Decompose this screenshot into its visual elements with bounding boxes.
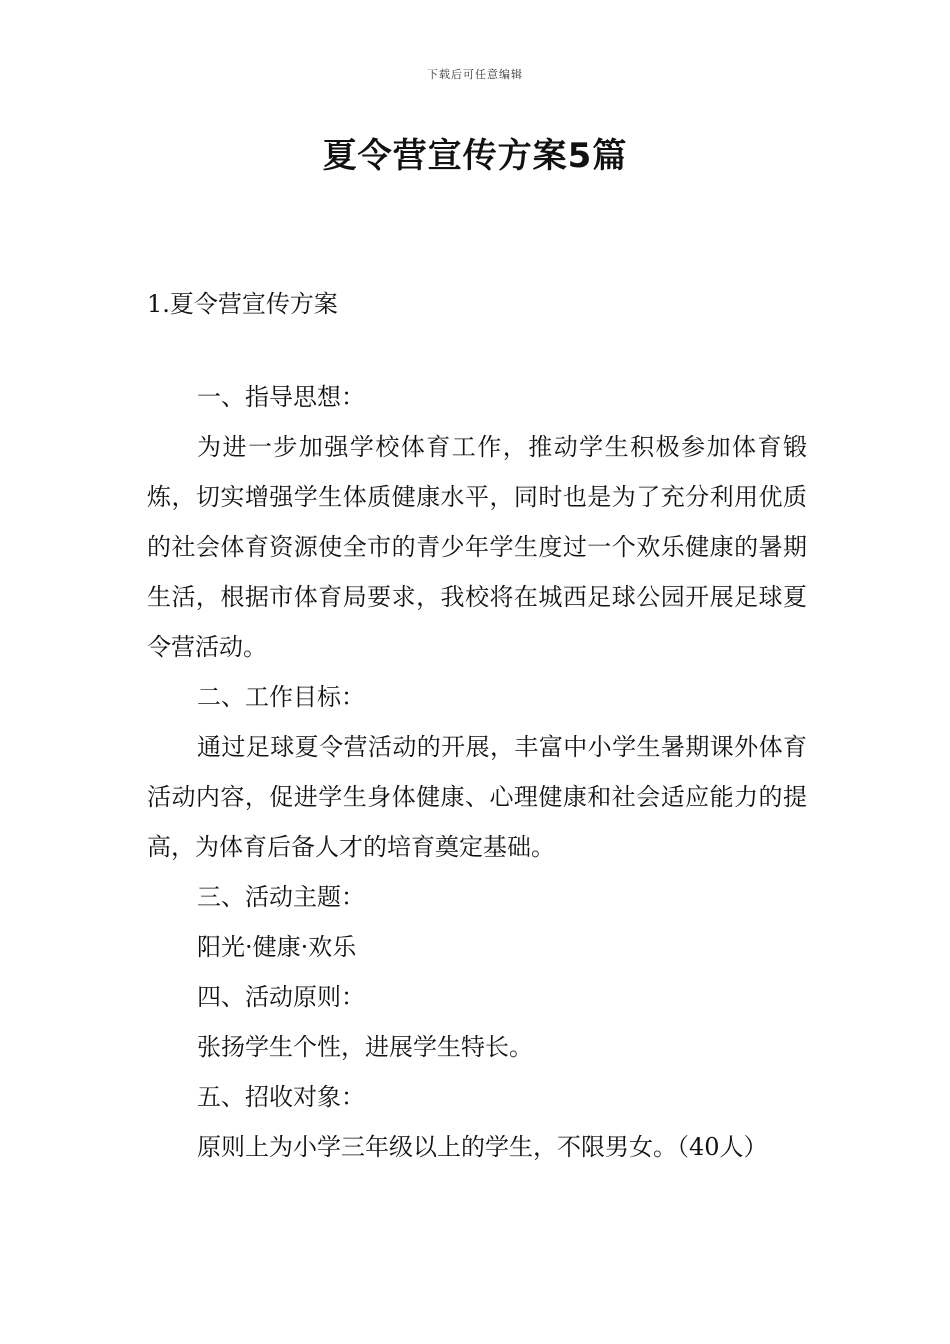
- document-body: [147, 372, 807, 1172]
- heading-guiding-ideology: 一、指导思想：: [197, 383, 365, 411]
- paragraph-enrollment-target: 原则上为小学三年级以上的学生，不限男女。（40人）: [197, 1133, 768, 1161]
- header-note: 下载后可任意编辑: [427, 68, 523, 81]
- heading-activity-principle: 四、活动原则：: [197, 983, 365, 1011]
- paragraph-guiding-ideology: 为进一步加强学校体育工作，推动学生积极参加体育锻炼，切实增强学生体质健康水平，同时也是为了充分利用优质的社会体育资源使全市的青少年学生度过一个欢乐健康的暑期生活，根据市体育局要求，我校将在城西足球公园开展足球夏令营活动。: [147, 433, 807, 661]
- heading-work-goals: 二、工作目标：: [197, 683, 365, 711]
- paragraph-activity-theme: 阳光·健康·欢乐: [197, 933, 357, 961]
- heading-activity-theme: 三、活动主题：: [197, 883, 365, 911]
- paragraph-work-goals: 通过足球夏令营活动的开展，丰富中小学生暑期课外体育活动内容，促进学生身体健康、心理健康和社会适应能力的提高，为体育后备人才的培育奠定基础。: [147, 733, 807, 861]
- paragraph-activity-principle: 张扬学生个性，进展学生特长。: [197, 1033, 533, 1061]
- heading-enrollment-target: 五、招收对象：: [197, 1083, 365, 1111]
- section-title: 1.夏令营宣传方案: [147, 290, 338, 318]
- document-title: 夏令营宣传方案5篇: [322, 136, 628, 176]
